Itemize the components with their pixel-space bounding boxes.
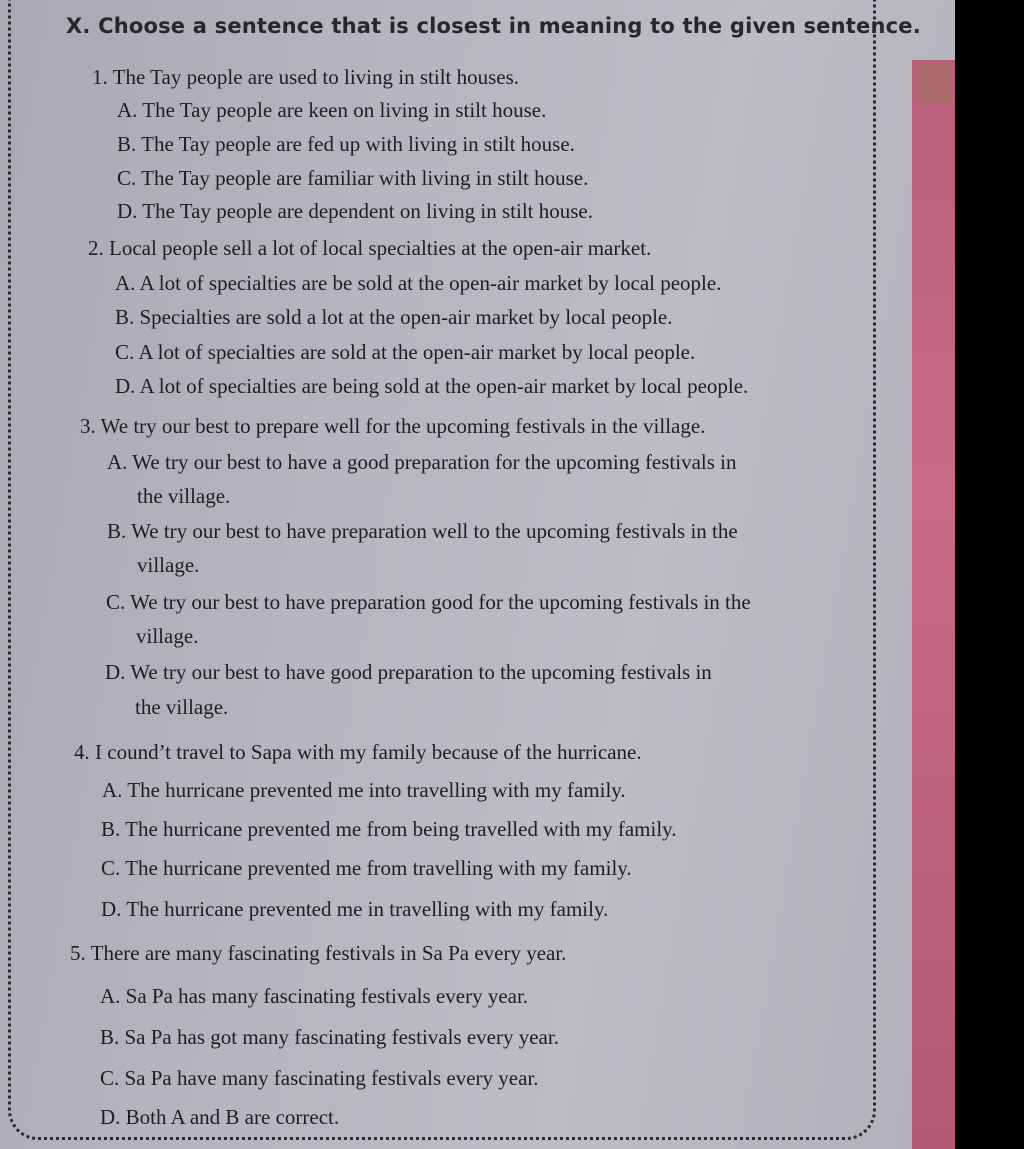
question-1-stem: 1. The Tay people are used to living in stilt houses. xyxy=(92,65,520,89)
exercise-heading: X. Choose a sentence that is closest in meaning to the given sentence. xyxy=(66,14,921,38)
question-5-option-b: B. Sa Pa has got many fascinating festivals every year. xyxy=(100,1025,559,1049)
question-1-option-a: A. The Tay people are keen on living in stilt house. xyxy=(117,98,547,122)
question-1-option-b: B. The Tay people are fed up with living in stilt house. xyxy=(117,132,575,156)
question-4-option-a: A. The hurricane prevented me into travelling with my family. xyxy=(102,778,626,802)
question-3-option-b: B. We try our best to have preparation well to the upcoming festivals in the xyxy=(107,519,738,543)
question-3-option-a-continued: the village. xyxy=(137,484,231,508)
question-3-option-c-continued: village. xyxy=(136,624,199,648)
question-2-option-b: B. Specialties are sold a lot at the open-air market by local people. xyxy=(115,305,673,329)
question-5-stem: 5. There are many fascinating festivals in Sa Pa every year. xyxy=(70,941,567,965)
question-2-option-d: D. A lot of specialties are being sold at the open-air market by local people. xyxy=(115,374,749,398)
question-1-option-d: D. The Tay people are dependent on living in stilt house. xyxy=(117,199,593,223)
question-5-option-d: D. Both A and B are correct. xyxy=(100,1105,340,1129)
question-3-stem: 3. We try our best to prepare well for the upcoming festivals in the village. xyxy=(80,414,706,438)
question-3-option-d-continued: the village. xyxy=(135,695,229,719)
tab-scribble-mark xyxy=(918,64,952,104)
question-5-option-a: A. Sa Pa has many fascinating festivals every year. xyxy=(100,984,529,1008)
question-4-option-d: D. The hurricane prevented me in travelling with my family. xyxy=(101,897,609,921)
pink-tab-strip xyxy=(912,60,955,1149)
question-2-stem: 2. Local people sell a lot of local specialties at the open-air market. xyxy=(88,236,652,260)
question-4-option-c: C. The hurricane prevented me from travelling with my family. xyxy=(101,856,632,880)
question-2-option-c: C. A lot of specialties are sold at the open-air market by local people. xyxy=(115,340,696,364)
question-5-option-c: C. Sa Pa have many fascinating festivals every year. xyxy=(100,1066,539,1090)
question-4-option-b: B. The hurricane prevented me from being travelled with my family. xyxy=(101,817,677,841)
question-4-stem: 4. I cound’t travel to Sapa with my family because of the hurricane. xyxy=(74,740,642,764)
question-2-option-a: A. A lot of specialties are be sold at the open-air market by local people. xyxy=(115,271,722,295)
question-3-option-c: C. We try our best to have preparation good for the upcoming festivals in the xyxy=(106,590,751,614)
question-3-option-d: D. We try our best to have good preparation to the upcoming festivals in xyxy=(105,660,712,684)
question-3-option-a: A. We try our best to have a good preparation for the upcoming festivals in xyxy=(107,450,737,474)
question-3-option-b-continued: village. xyxy=(137,553,200,577)
question-1-option-c: C. The Tay people are familiar with living in stilt house. xyxy=(117,166,589,190)
